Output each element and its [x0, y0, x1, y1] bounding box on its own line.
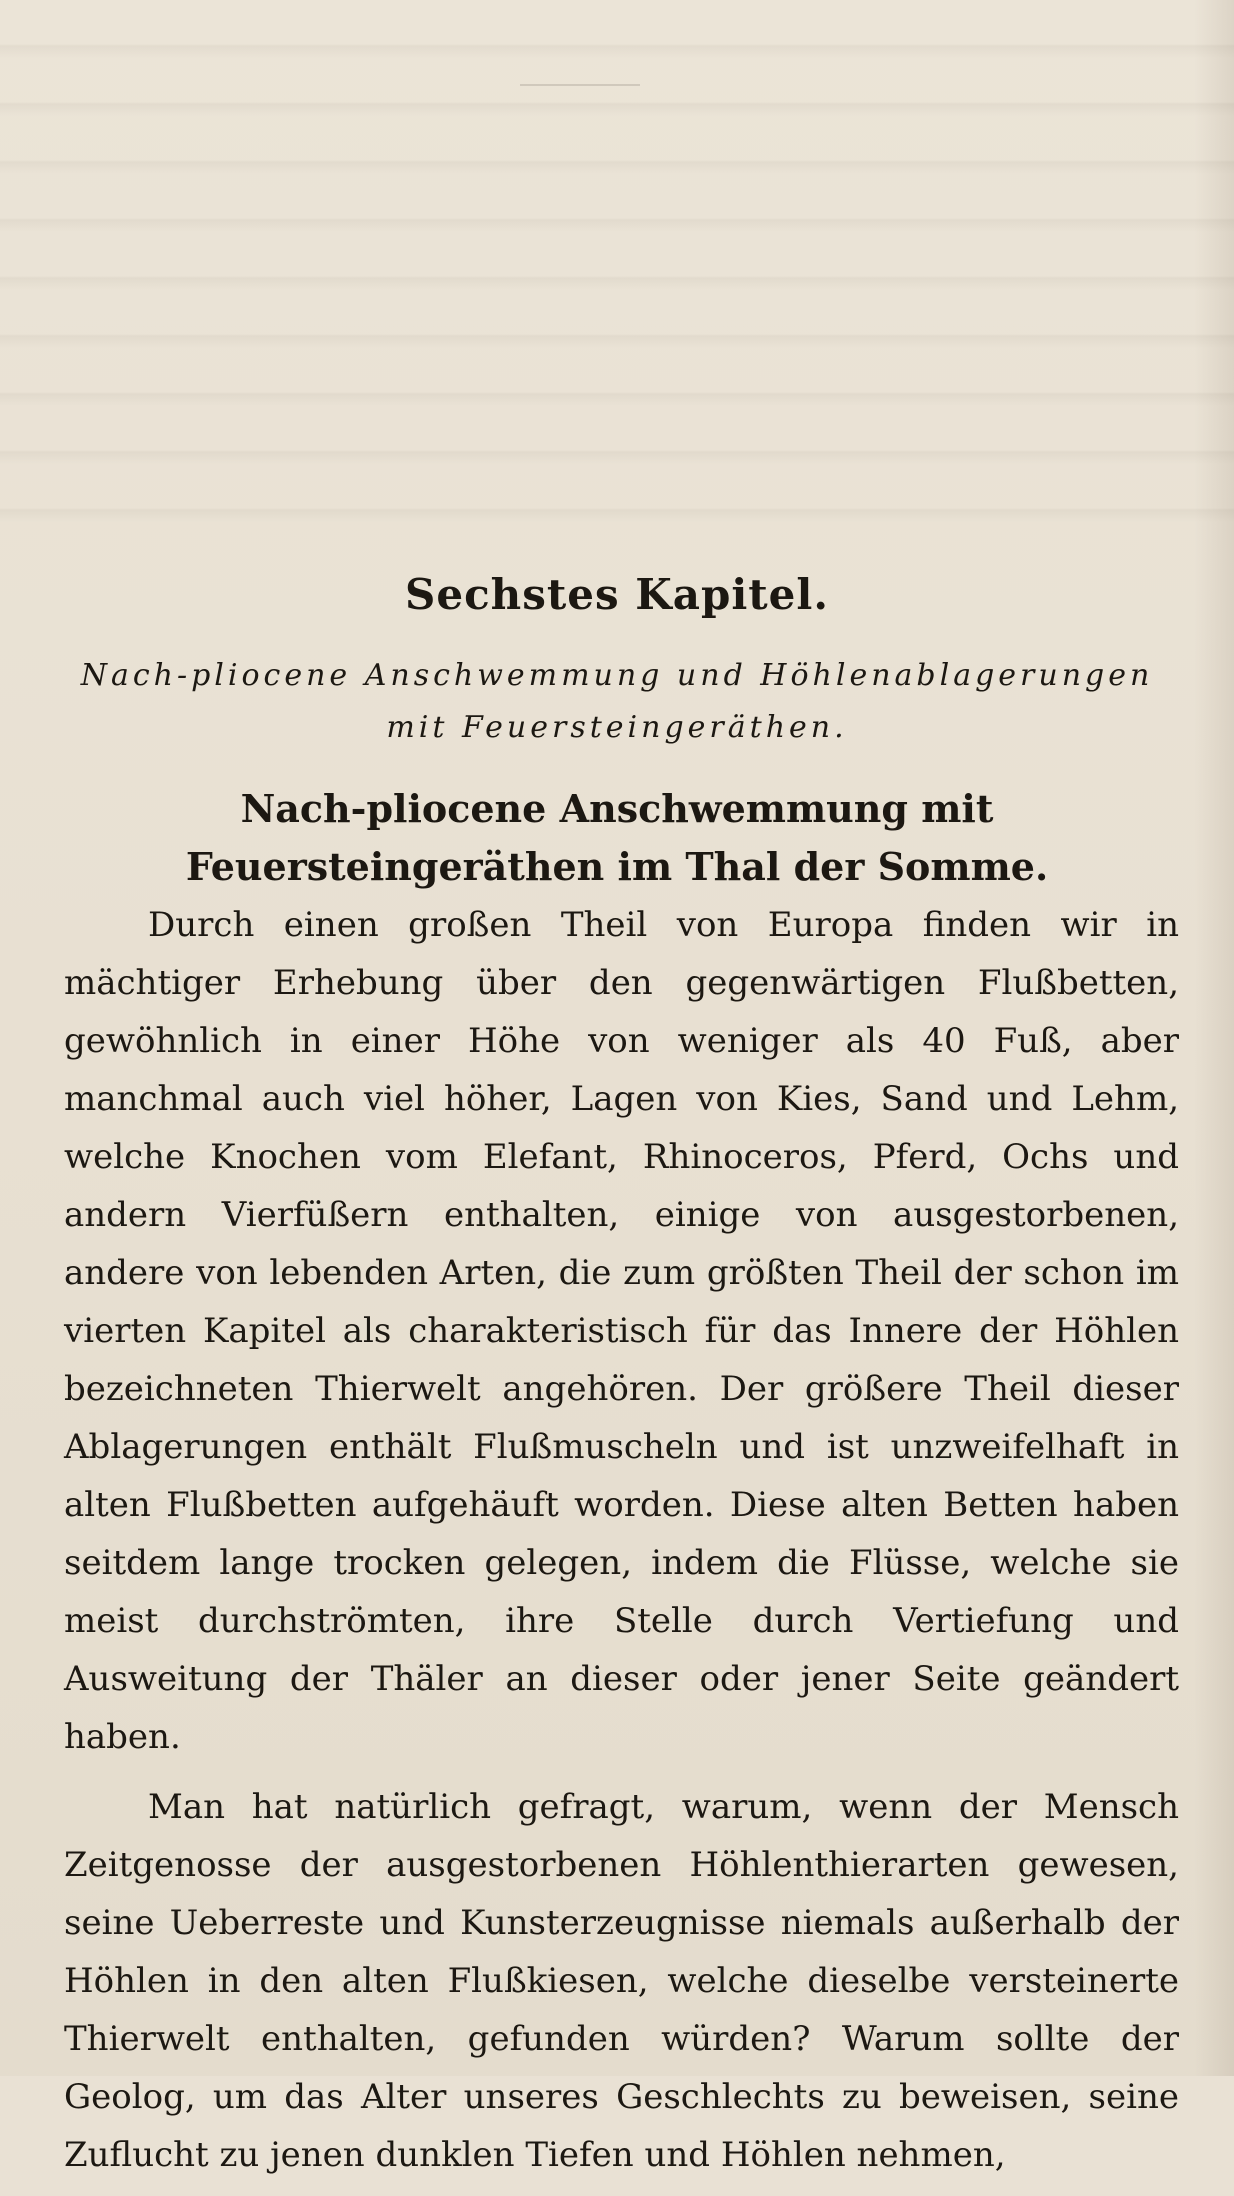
- chapter-subtitle: Nach-pliocene Anschwemmung und Höhlenablagerungen mit Feuersteingeräthen.: [80, 658, 1154, 745]
- body-text: [64, 896, 1179, 2196]
- header-rule: [520, 84, 640, 86]
- section-heading: Nach-pliocene Anschwemmung mit Feuersteingeräthen im Thal der Somme.: [185, 786, 1049, 889]
- chapter-title: Sechstes Kapitel.: [405, 570, 829, 619]
- paragraph: Durch einen großen Theil von Europa finden wir in mächtiger Erhebung über den gegenwärtigen Flußbetten, gewöhnlich in einer Höhe von weniger als 40 Fuß, aber manchmal auch viel höher, Lagen von Kies, Sand und Lehm, welche Knochen vom Elefant, Rhinoceros, Pferd, Ochs und andern Vierfüßern enthalten, einige von ausgestorbenen, andere von lebenden Arten, die zum größten Theil der schon im vierten Kapitel als charakteristisch für das Innere der Höhlen bezeichneten Thierwelt angehören. Der größere Theil dieser Ablagerungen enthält Flußmuscheln und ist unzweifelhaft in alten Flußbetten aufgehäuft worden. Diese alten Betten haben seitdem lange trocken gelegen, indem die Flüsse, welche sie meist durchströmten, ihre Stelle durch Vertiefung und Ausweitung der Thäler an dieser oder jener Seite geändert haben.: [64, 905, 1179, 1757]
- page-edge-shadow: [1194, 0, 1234, 2076]
- paragraph: Man hat natürlich gefragt, warum, wenn der Mensch Zeitgenosse der ausgestorbenen Höhlenthierarten gewesen, seine Ueberreste und Kunsterzeugnisse niemals außerhalb der Höhlen in den alten Flußkiesen, welche dieselbe versteinerte Thierwelt enthalten, gefunden würden? Warum sollte der Geolog, um das Alter unseres Geschlechts zu beweisen, seine Zuflucht zu jenen dunklen Tiefen und Höhlen nehmen,: [64, 1787, 1179, 2175]
